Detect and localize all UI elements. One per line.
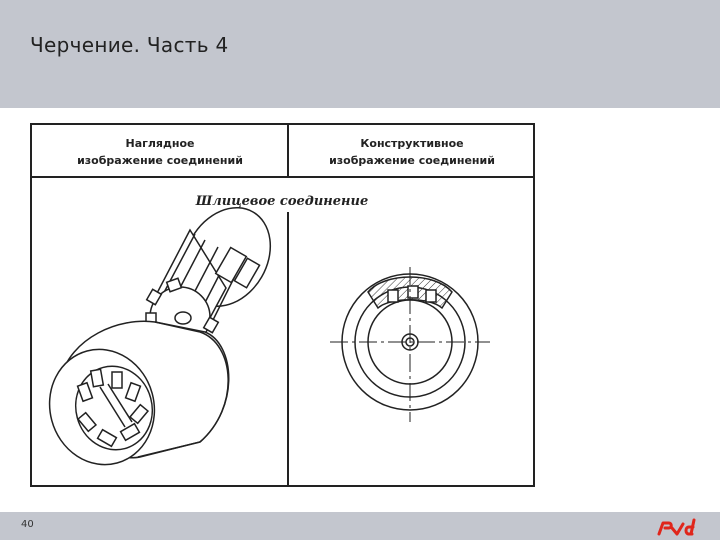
- page-number: 40: [21, 519, 34, 530]
- drawing-figure: [30, 122, 535, 487]
- header-bar: [0, 0, 720, 108]
- constructive-view: [330, 267, 490, 422]
- figure-caption: Шлицевое соединение: [195, 194, 369, 209]
- slide-title: Черчение. Часть 4: [30, 33, 229, 57]
- pictorial-view: [37, 192, 288, 477]
- right-header-line2: изображение соединений: [329, 154, 495, 167]
- left-header-line1: Наглядное: [125, 137, 195, 150]
- spline-hub: [37, 321, 229, 476]
- footer-bar: [0, 512, 720, 540]
- spline-tooth-right: [426, 290, 436, 302]
- rzd-logo-icon: [656, 514, 700, 538]
- left-header-line2: изображение соединений: [77, 154, 243, 167]
- spline-tooth-left: [388, 290, 398, 302]
- right-header-line1: Конструктивное: [360, 137, 464, 150]
